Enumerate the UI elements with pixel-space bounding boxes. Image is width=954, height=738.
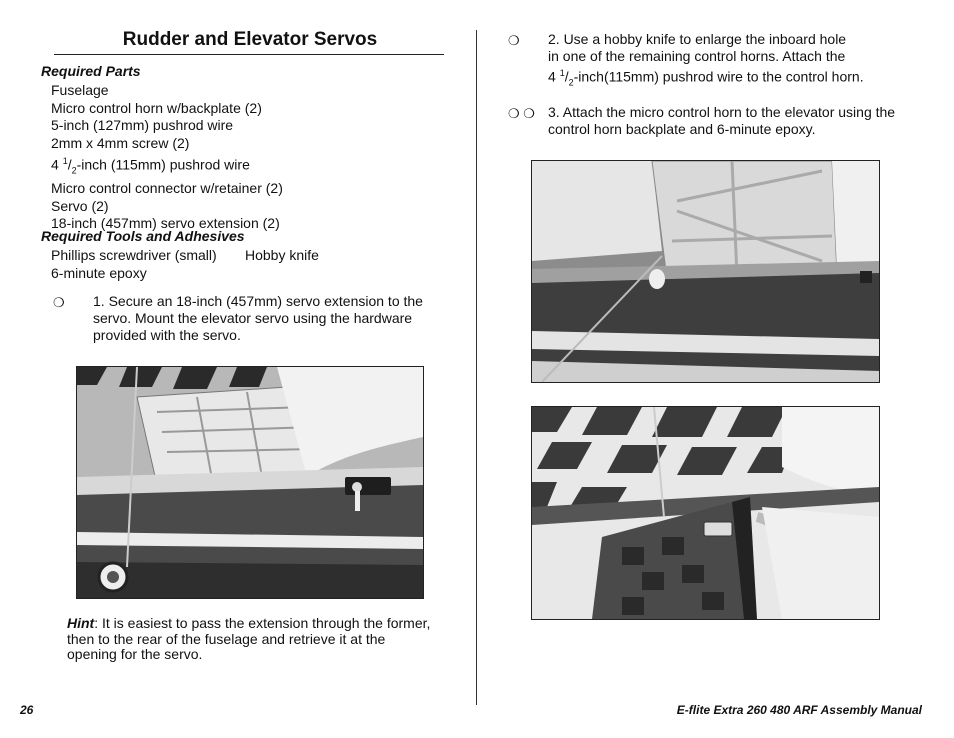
step-line: in one of the remaining control horns. Attach the bbox=[548, 48, 846, 64]
step-checkbox[interactable]: ❍ bbox=[53, 295, 65, 310]
hint-paragraph bbox=[67, 616, 439, 663]
step-line: 1. Secure an 18-inch (457mm) servo extension to the bbox=[93, 293, 423, 309]
tool-item: Hobby knife bbox=[245, 247, 319, 263]
required-parts-heading: Required Parts bbox=[41, 63, 141, 79]
part-item: 2mm x 4mm screw (2) bbox=[51, 135, 190, 152]
step-3-text bbox=[548, 104, 895, 138]
part-item: 18-inch (457mm) servo extension (2) bbox=[51, 215, 280, 232]
elevator-servo-photo bbox=[76, 366, 424, 599]
hint-label: Hint bbox=[67, 615, 95, 631]
title-underline bbox=[54, 54, 444, 55]
fraction-numerator: 1 bbox=[559, 68, 565, 78]
step-checkbox-pair[interactable]: ❍ ❍ bbox=[508, 106, 535, 121]
rudder-horn-photo bbox=[531, 406, 880, 620]
step-line: 3. Attach the micro control horn to the elevator using the bbox=[548, 104, 896, 120]
step-1-text bbox=[93, 293, 423, 344]
step-line: 2. Use a hobby knife to enlarge the inboard hole bbox=[548, 31, 847, 47]
part-item: Servo (2) bbox=[51, 197, 109, 214]
step-text-fragment: 4 bbox=[548, 68, 560, 85]
fraction-denominator: 2 bbox=[568, 77, 574, 88]
step-line: provided with the servo. bbox=[93, 327, 241, 343]
hint-text: : It is easiest to pass the extension through the former, then to the rear of the fuselage and retrieve it at the opening for the servo. bbox=[67, 615, 431, 662]
part-item: 5-inch (127mm) pushrod wire bbox=[51, 117, 234, 134]
page-number: 26 bbox=[20, 703, 34, 717]
required-parts-list bbox=[51, 82, 283, 233]
step-2-text bbox=[548, 31, 864, 91]
part-item: 4 $^1/_2$-inch (115mm) pushrod wire bbox=[51, 155, 250, 176]
column-divider bbox=[476, 30, 477, 705]
step-line: servo. Mount the elevator servo using the hardware bbox=[93, 310, 413, 326]
part-item: Micro control connector w/retainer (2) bbox=[51, 179, 283, 196]
part-item: Fuselage bbox=[51, 82, 109, 98]
required-tools-heading: Required Tools and Adhesives bbox=[41, 228, 245, 244]
section-title: Rudder and Elevator Servos bbox=[122, 29, 378, 50]
step-line: control horn backplate and 6-minute epoxy. bbox=[548, 121, 816, 137]
part-item: Micro control horn w/backplate (2) bbox=[51, 99, 262, 116]
tool-item: 6-minute epoxy bbox=[51, 264, 147, 281]
tools-list bbox=[51, 247, 319, 282]
step-text-fragment: -inch(115mm) pushrod wire to the control horn. bbox=[573, 68, 864, 85]
tools-row bbox=[51, 247, 319, 265]
control-horn-photo bbox=[531, 160, 880, 383]
tool-item: Phillips screwdriver (small) bbox=[51, 247, 217, 263]
step-line: 4 $^1/_2-inch(115mm)$ pushrod wire to the control horn. bbox=[548, 68, 864, 88]
step-checkbox[interactable]: ❍ bbox=[508, 33, 520, 48]
manual-title: E-flite Extra 260 480 ARF Assembly Manual bbox=[676, 703, 922, 717]
